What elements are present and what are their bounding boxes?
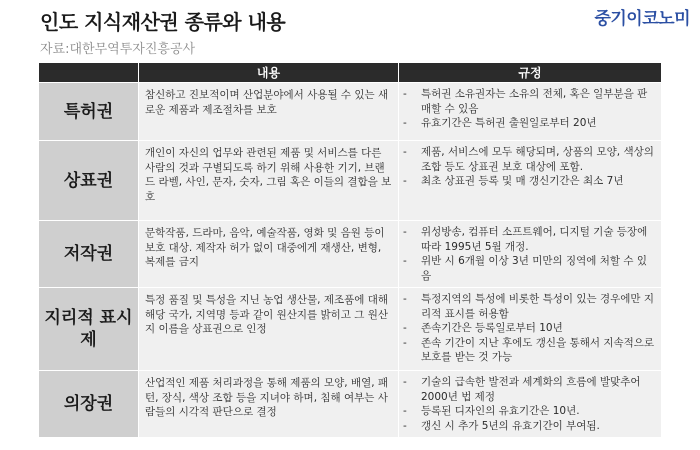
rule-text: 존속기간은 등록일로부터 10년 (421, 322, 563, 334)
content-cell: 개인이 자신의 업무와 관련된 제품 및 서비스를 다른 사람의 것과 구별되도록 하기 위해 사용한 기기, 브랜드 라벨, 사인, 문자, 숫자, 그림 혹은 이들의 결합을 보호 (139, 141, 399, 221)
category-cell: 상표권 (39, 141, 139, 221)
table-row (39, 288, 662, 371)
content-cell: 참신하고 진보적이며 산업분야에서 사용될 수 있는 새로운 제품과 제조절차를 보호 (139, 83, 399, 141)
rule-dash: - (403, 255, 407, 267)
rule-dash: - (403, 293, 407, 305)
header-content: 내용 (139, 63, 399, 83)
rule-text: 갱신 시 추가 5년의 유효기간이 부여됨. (421, 419, 600, 432)
rule-text: 등록된 디자인의 유효기간은 10년. (421, 405, 580, 417)
ip-rights-table (38, 62, 662, 438)
rule-text: 위성방송, 컴퓨터 소프트웨어, 디지털 기술 등장에 따라 1995년 5월 개정. (421, 226, 648, 253)
rule-cell (399, 371, 662, 438)
rule-item (403, 375, 655, 404)
rule-text: 기술의 급속한 발전과 세계화의 흐름에 발맞추어 2000년 법 제정 (421, 376, 641, 403)
table-row (39, 141, 662, 221)
category-cell: 지리적 표시제 (39, 288, 139, 371)
page-title: 인도 지식재산권 종류와 내용 (40, 10, 286, 34)
rule-item (403, 225, 655, 254)
content-cell: 산업적인 제품 처리과정을 통해 제품의 모양, 배열, 패턴, 장식, 색상 조합 등을 지녀야 하며, 침해 여부는 사람들의 시각적 판단으로 결정 (139, 371, 399, 438)
rule-item (403, 404, 655, 419)
rule-text: 유효기간은 특허권 출원일로부터 20년 (421, 117, 597, 129)
rule-dash: - (403, 336, 407, 349)
rule-dash: - (403, 117, 407, 129)
table-header-row (39, 63, 662, 83)
rule-text: 특허권 소유권자는 소유의 전체, 혹은 일부분을 판매할 수 있음 (421, 88, 648, 115)
rule-item (403, 145, 655, 174)
rule-item (403, 292, 655, 321)
category-cell: 특허권 (39, 83, 139, 141)
rule-item (403, 336, 655, 365)
rule-dash: - (403, 175, 407, 187)
rule-dash: - (403, 88, 407, 100)
content-cell: 특정 품질 및 특성을 지닌 농업 생산물, 제조품에 대해 해당 국가, 지역명 등과 같이 원산지를 밝히고 그 원산지 이름을 상표권으로 인정 (139, 288, 399, 371)
rule-item (403, 174, 655, 189)
rule-dash: - (403, 146, 407, 158)
source-note: 자료:대한무역투자진흥공사 (40, 42, 196, 57)
rule-item (403, 116, 655, 131)
rule-item (403, 254, 655, 283)
rule-dash: - (403, 322, 407, 334)
rule-item (403, 87, 655, 116)
rule-dash: - (403, 419, 407, 432)
rule-dash: - (403, 376, 407, 388)
rule-cell (399, 141, 662, 221)
rule-text: 특정지역의 특성에 비롯한 특성이 있는 경우에만 지리적 표시를 허용함 (421, 293, 655, 320)
rule-item (403, 321, 655, 336)
content-cell: 문학작품, 드라마, 음악, 예술작품, 영화 및 음원 등이 보호 대상. 제작자 허가 없이 대중에게 재생산, 변형, 복제를 금지 (139, 221, 399, 288)
table-row (39, 371, 662, 438)
rule-text: 제품, 서비스에 모두 해당되며, 상품의 모양, 색상의 조합 등도 상표권 보호 대상에 포함. (421, 146, 654, 173)
rule-text: 최초 상표권 등록 및 매 갱신기간은 최소 7년 (421, 175, 624, 187)
category-cell: 저작권 (39, 221, 139, 288)
rule-dash: - (403, 405, 407, 417)
rule-text: 존속 기간이 지난 후에도 갱신을 통해서 지속적으로 보호를 받는 것 가능 (421, 336, 655, 363)
header-rules: 규정 (399, 63, 662, 83)
rule-cell (399, 221, 662, 288)
rule-cell (399, 288, 662, 371)
rule-text: 위반 시 6개월 이상 3년 미만의 징역에 처할 수 있음 (421, 255, 647, 282)
brand-logo: 중기이코노미 (594, 9, 690, 29)
table-row (39, 83, 662, 141)
rule-item (403, 419, 655, 434)
rule-dash: - (403, 226, 407, 238)
header-empty (39, 63, 139, 83)
rule-cell (399, 83, 662, 141)
category-cell: 의장권 (39, 371, 139, 438)
table-row (39, 221, 662, 288)
